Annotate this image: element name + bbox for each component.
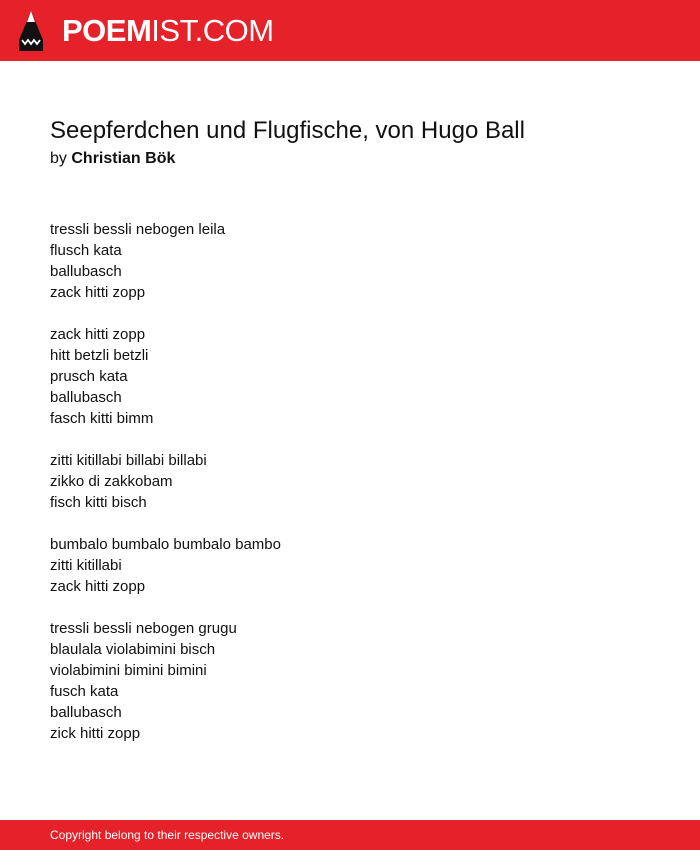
by-label: by: [50, 150, 67, 167]
poem-line: tressli bessli nebogen grugu: [50, 620, 237, 637]
stanza: [50, 534, 650, 597]
poem-line: fasch kitti bimm: [50, 410, 154, 427]
poem-line: violabimini bimini bimini: [50, 662, 207, 679]
poem-line: fusch kata: [50, 683, 119, 700]
poem-line: zitti kitillabi: [50, 557, 122, 574]
logo-brand-light: IST.COM: [151, 13, 274, 48]
site-footer: [0, 820, 700, 850]
poem-line: ballubasch: [50, 389, 122, 406]
poem-line: bumbalo bumbalo bumbalo bambo: [50, 536, 281, 553]
poem-line: flusch kata: [50, 242, 122, 259]
site-logo[interactable]: [62, 13, 274, 49]
poem-line: zick hitti zopp: [50, 725, 141, 742]
poem-line: fisch kitti bisch: [50, 494, 147, 511]
poem-line: ballubasch: [50, 704, 122, 721]
poem-line: zikko di zakkobam: [50, 473, 173, 490]
byline: [50, 148, 650, 170]
stanza: [50, 618, 650, 744]
poem-line: zack hitti zopp: [50, 326, 146, 343]
site-header: [0, 0, 700, 61]
logo-brand-bold: POEM: [62, 13, 152, 48]
stanza: [50, 219, 650, 303]
poem-line: zack hitti zopp: [50, 284, 146, 301]
poem-line: blaulala violabimini bisch: [50, 641, 216, 658]
stanza: [50, 324, 650, 429]
poem-header: [50, 115, 650, 170]
poem-line: zack hitti zopp: [50, 578, 146, 595]
poem-body: [50, 219, 650, 765]
poem-title: Seepferdchen und Flugfische, von Hugo Ball: [50, 117, 525, 144]
poem-line: prusch kata: [50, 368, 128, 385]
author-name[interactable]: Christian Bök: [71, 150, 176, 167]
poem-line: tressli bessli nebogen leila: [50, 221, 226, 238]
stanza: [50, 450, 650, 513]
poem-line: ballubasch: [50, 263, 122, 280]
poem-line: zitti kitillabi billabi billabi: [50, 452, 207, 469]
copyright-notice: Copyright belong to their respective owners.: [50, 828, 285, 842]
pencil-tip-icon[interactable]: [18, 10, 44, 52]
poem-line: hitt betzli betzli: [50, 347, 149, 364]
